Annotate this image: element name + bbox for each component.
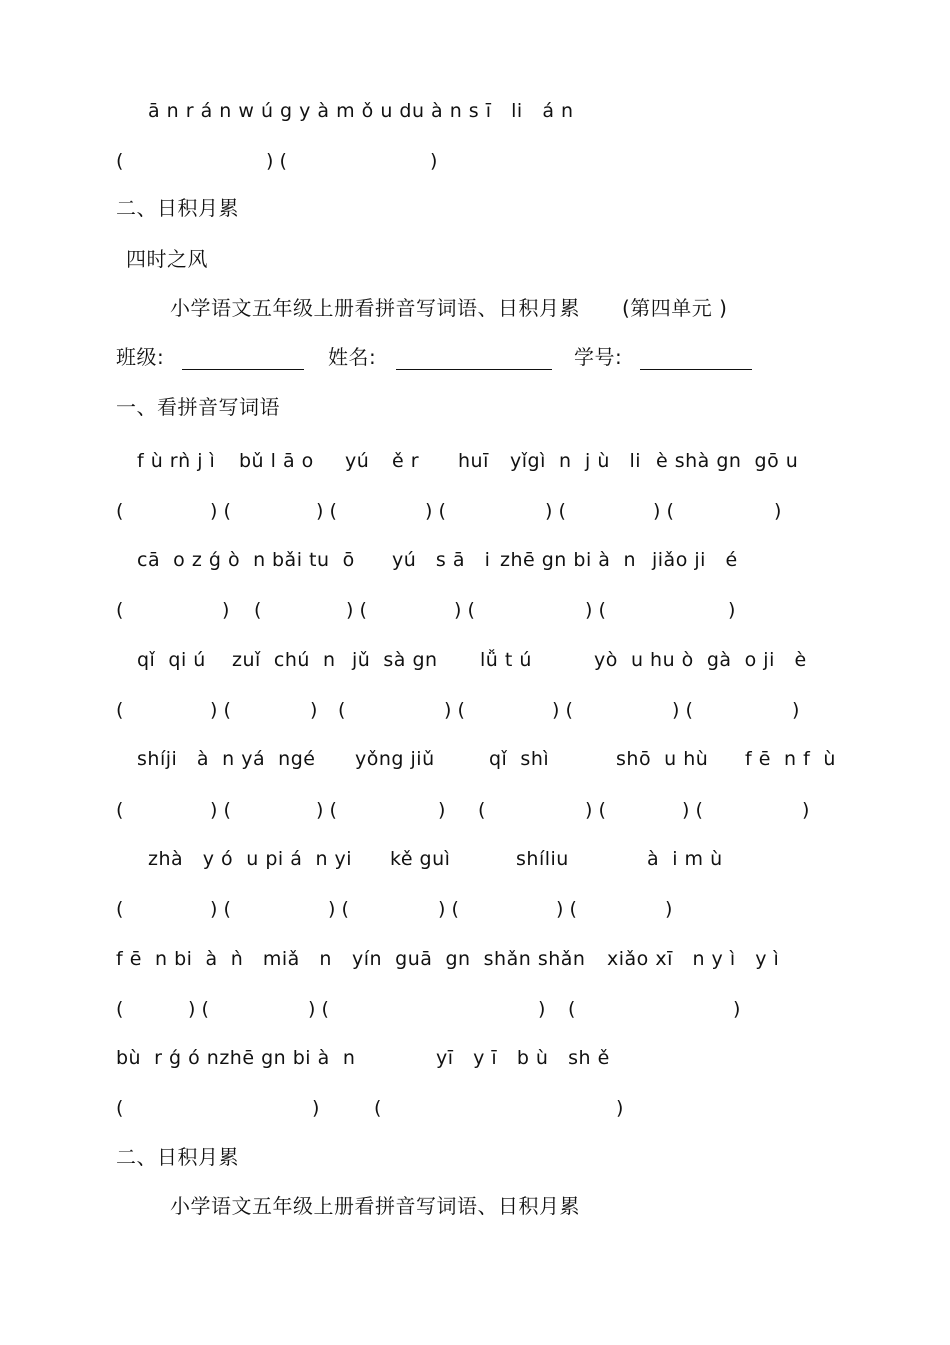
- paren: ): [774, 500, 782, 522]
- paren: ) (: [308, 998, 329, 1020]
- pinyin-word: f ù rǹ j ì: [137, 450, 216, 472]
- pinyin-word: yǐgì n: [510, 450, 572, 472]
- paren: ) (: [585, 599, 606, 621]
- pinyin-word: zhà y ó u pi á n yi: [148, 848, 353, 870]
- paren: ) (: [188, 998, 209, 1020]
- class-label: 班级:: [116, 345, 165, 369]
- paren: ) (: [316, 500, 337, 522]
- paren: ) (: [556, 898, 577, 920]
- paren: ) (: [653, 500, 674, 522]
- paren: (: [568, 998, 576, 1020]
- paren: ): [312, 1097, 320, 1119]
- paren: ) (: [346, 599, 367, 621]
- paren: (: [116, 898, 124, 920]
- section-heading-accumulate: 二、日积月累: [116, 1145, 239, 1169]
- pinyin-line-top: ā n r á n w ú g y à m ǒ u du à n s ī li á n: [148, 100, 574, 122]
- pinyin-word: huī: [458, 450, 489, 472]
- pinyin-word: bù r ǵ ó nzhē gn bi à n: [116, 1047, 356, 1069]
- class-blank[interactable]: [182, 369, 304, 370]
- poem-title: 四时之风: [126, 247, 208, 271]
- pinyin-word: j ù li: [585, 450, 642, 472]
- worksheet-title: 小学语文五年级上册看拼音写词语、日积月累: [170, 296, 580, 320]
- pinyin-word: bǔ l ā o: [239, 450, 314, 472]
- paren: (: [116, 699, 124, 721]
- paren: ) (: [210, 799, 231, 821]
- pinyin-word: ě r: [392, 450, 420, 472]
- paren: ) (: [210, 898, 231, 920]
- paren: ) (: [438, 898, 459, 920]
- paren: (: [478, 799, 486, 821]
- paren: ): [665, 898, 673, 920]
- pinyin-word: shíji à n yá ngé: [137, 748, 316, 770]
- name-blank[interactable]: [396, 369, 552, 370]
- paren: ) (: [328, 898, 349, 920]
- paren: ) (: [425, 500, 446, 522]
- pinyin-word: à i m ù: [647, 848, 723, 870]
- section-heading-pinyin: 一、看拼音写词语: [116, 395, 280, 419]
- unit-label: (第四单元 ): [622, 296, 728, 320]
- paren-close: ): [430, 150, 438, 172]
- pinyin-word: yú: [345, 450, 370, 472]
- pinyin-word: bǎi tu ō: [272, 549, 355, 571]
- pinyin-word: yò u hu ò gà o ji è: [594, 649, 807, 671]
- paren: ): [728, 599, 736, 621]
- paren: ) (: [672, 699, 693, 721]
- pinyin-word: yī y ī b ù sh ě: [436, 1047, 610, 1069]
- pinyin-word: cā o z ǵ ò n: [137, 549, 266, 571]
- paren: ): [792, 699, 800, 721]
- pinyin-word: yǒng jiǔ: [355, 748, 435, 770]
- pinyin-word: è shà gn gō u: [656, 450, 799, 472]
- number-blank[interactable]: [640, 369, 752, 370]
- paren: ): [802, 799, 810, 821]
- pinyin-word: lǚ t ú: [480, 649, 532, 671]
- paren: ) (: [545, 500, 566, 522]
- pinyin-word: shíliu: [516, 848, 569, 870]
- paren: ) (: [316, 799, 337, 821]
- pinyin-word: zuǐ chú n: [232, 649, 336, 671]
- paren: (: [116, 799, 124, 821]
- pinyin-word: qǐ qi ú: [137, 649, 206, 671]
- paren: ): [438, 799, 446, 821]
- name-label: 姓名:: [328, 345, 377, 369]
- pinyin-word: zhē gn bi à n: [500, 549, 637, 571]
- paren: ) (: [454, 599, 475, 621]
- paren: ) (: [210, 699, 231, 721]
- paren: (: [338, 699, 346, 721]
- number-label: 学号:: [574, 345, 623, 369]
- pinyin-word: kě guì: [390, 848, 451, 870]
- paren: (: [254, 599, 262, 621]
- pinyin-word: yín guā gn shǎn shǎn: [352, 948, 586, 970]
- paren: ): [733, 998, 741, 1020]
- paren: (: [116, 500, 124, 522]
- pinyin-word: qǐ shì: [489, 748, 550, 770]
- pinyin-word: jǔ sà gn: [352, 649, 438, 671]
- paren: ) (: [585, 799, 606, 821]
- paren: ) (: [552, 699, 573, 721]
- pinyin-word: shō u hù: [616, 748, 709, 770]
- pinyin-word: yú s ā i: [392, 549, 491, 571]
- paren: (: [116, 1097, 124, 1119]
- pinyin-word: xiǎo xī n y ì y ì: [607, 948, 780, 970]
- pinyin-word: f ē n f ù: [745, 748, 836, 770]
- paren: ): [310, 699, 318, 721]
- section-heading-accumulate-top: 二、日积月累: [116, 196, 239, 220]
- paren: ) (: [682, 799, 703, 821]
- paren: ): [538, 998, 546, 1020]
- paren: (: [116, 599, 124, 621]
- paren: ): [222, 599, 230, 621]
- paren-mid: ) (: [266, 150, 287, 172]
- pinyin-word: f ē n bi à ǹ miǎ n: [116, 948, 332, 970]
- paren: (: [374, 1097, 382, 1119]
- paren: ): [616, 1097, 624, 1119]
- paren: ) (: [210, 500, 231, 522]
- paren-open: (: [116, 150, 124, 172]
- bottom-worksheet-title: 小学语文五年级上册看拼音写词语、日积月累: [170, 1194, 580, 1218]
- paren: ) (: [444, 699, 465, 721]
- paren: (: [116, 998, 124, 1020]
- pinyin-word: jiǎo ji é: [652, 549, 738, 571]
